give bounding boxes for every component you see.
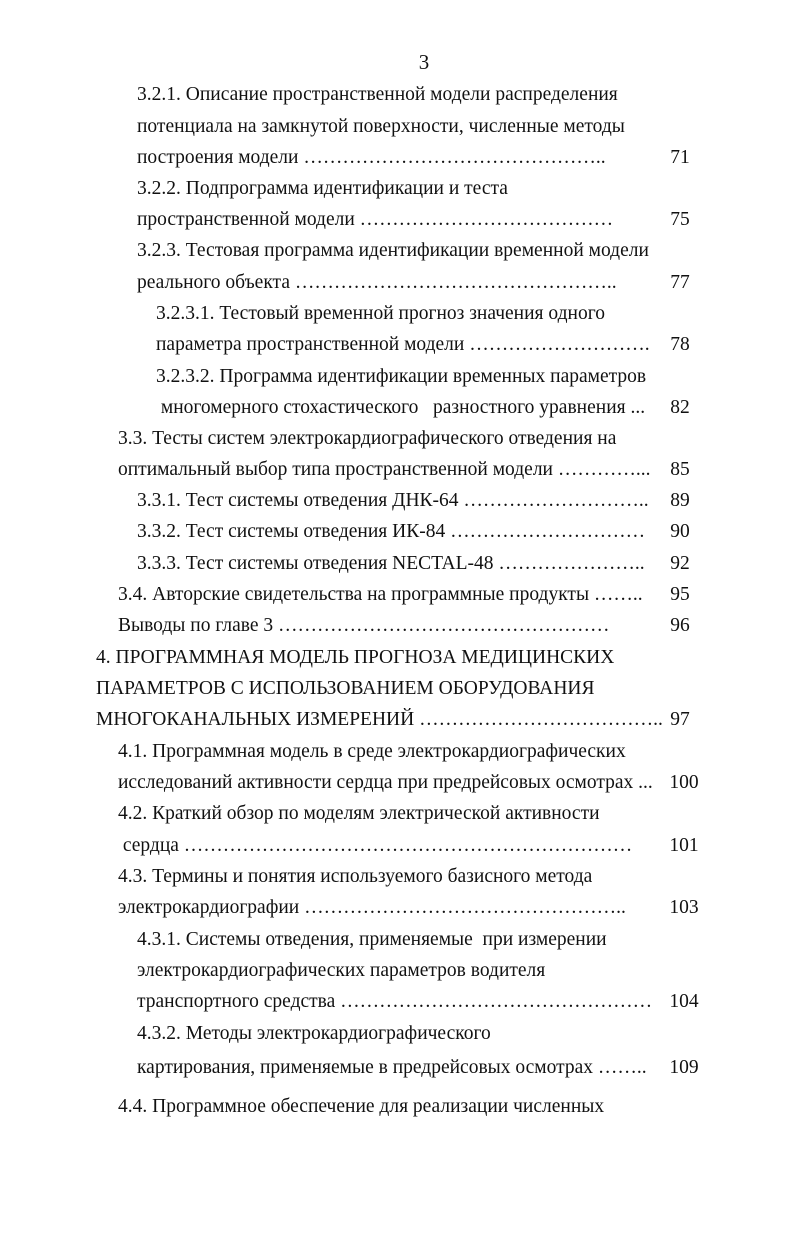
toc-entry-line: картирования, применяемые в предрейсовых осмотрах …….. (137, 1057, 647, 1078)
toc-entry-line: 4.3.2. Методы электрокардиографического (137, 1023, 491, 1044)
toc-entry-line: 3.4. Авторские свидетельства на программные продукты …….. (118, 584, 643, 605)
toc-page-number: 96 (670, 615, 690, 636)
toc-page-number: 71 (670, 147, 690, 168)
toc-entry-line: потенциала на замкнутой поверхности, численные методы (137, 116, 625, 137)
toc-page-number: 109 (669, 1057, 699, 1078)
toc-entry-line: многомерного стохастического разностного уравнения ... (156, 397, 646, 418)
toc-page-number: 89 (670, 490, 690, 511)
toc-entry-line: 3.3.1. Тест системы отведения ДНК-64 ……………………….. (137, 490, 649, 511)
toc-entry-line: 3.3.3. Тест системы отведения NECTAL-48 ………………….. (137, 553, 645, 574)
toc-entry-line: 4.2. Краткий обзор по моделям электрической активности (118, 803, 600, 824)
toc-page-number: 77 (670, 272, 690, 293)
toc-entry-line: 3.3. Тесты систем электрокардиографического отведения на (118, 428, 617, 449)
toc-page-number: 101 (669, 835, 699, 856)
toc-entry-line: исследований активности сердца при предрейсовых осмотрах ... (118, 772, 653, 793)
toc-entry-line: реального объекта ………………………………………….. (137, 272, 617, 293)
chapter-heading-line: 4. ПРОГРАММНАЯ МОДЕЛЬ ПРОГНОЗА МЕДИЦИНСКИХ (96, 647, 615, 668)
toc-page-number: 103 (669, 897, 699, 918)
toc-entry-line: сердца …………………………………………………………… (118, 835, 633, 856)
toc-entry-line: Выводы по главе 3 …………………………………………… (118, 615, 610, 636)
toc-entry-line: 3.3.2. Тест системы отведения ИК-84 ………………………… (137, 521, 646, 542)
toc-page-number: 104 (669, 991, 699, 1012)
toc-page-number: 85 (670, 459, 690, 480)
toc-page-number: 95 (670, 584, 690, 605)
toc-page-number: 75 (670, 209, 690, 230)
toc-entry-line: 4.3.1. Системы отведения, применяемые при измерении (137, 929, 607, 950)
toc-entry-line: пространственной модели ………………………………… (137, 209, 614, 230)
toc-entry-line: 3.2.3.2. Программа идентификации временных параметров (156, 366, 647, 387)
toc-entry-line: 4.1. Программная модель в среде электрокардиографических (118, 741, 626, 762)
page-number: 3 (418, 50, 430, 74)
toc-page-number: 90 (670, 521, 690, 542)
toc-entry-line: электрокардиографических параметров водителя (137, 960, 546, 981)
toc-entry-line: 3.2.1. Описание пространственной модели распределения (137, 84, 618, 105)
toc-entry-line: 3.2.3. Тестовая программа идентификации временной модели (137, 240, 649, 261)
toc-entry-line: 4.4. Программное обеспечение для реализации численных (118, 1096, 605, 1117)
toc-entry-line: 4.3. Термины и понятия используемого базисного метода (118, 866, 593, 887)
chapter-heading-line: МНОГОКАНАЛЬНЫХ ИЗМЕРЕНИЙ ……………………………….. (96, 709, 663, 730)
toc-page-number: 78 (670, 334, 690, 355)
toc-entry-line: транспортного средства ………………………………………… (137, 991, 653, 1012)
toc-entry-line: 3.2.2. Подпрограмма идентификации и теста (137, 178, 508, 199)
toc-entry-line: оптимальный выбор типа пространственной модели …………... (118, 459, 651, 480)
toc-page-number: 82 (670, 397, 690, 418)
toc-entry-line: параметра пространственной модели ………………………. (156, 334, 650, 355)
toc-page-number: 100 (669, 772, 699, 793)
chapter-heading-line: ПАРАМЕТРОВ С ИСПОЛЬЗОВАНИЕМ ОБОРУДОВАНИЯ (96, 678, 595, 699)
toc-entry-line: 3.2.3.1. Тестовый временной прогноз значения одного (156, 303, 605, 324)
toc-entry-line: электрокардиографии ………………………………………….. (118, 897, 626, 918)
toc-page-number: 97 (670, 709, 690, 730)
toc-entry-line: построения модели ……………………………………….. (137, 147, 606, 168)
toc-page-number: 92 (670, 553, 690, 574)
